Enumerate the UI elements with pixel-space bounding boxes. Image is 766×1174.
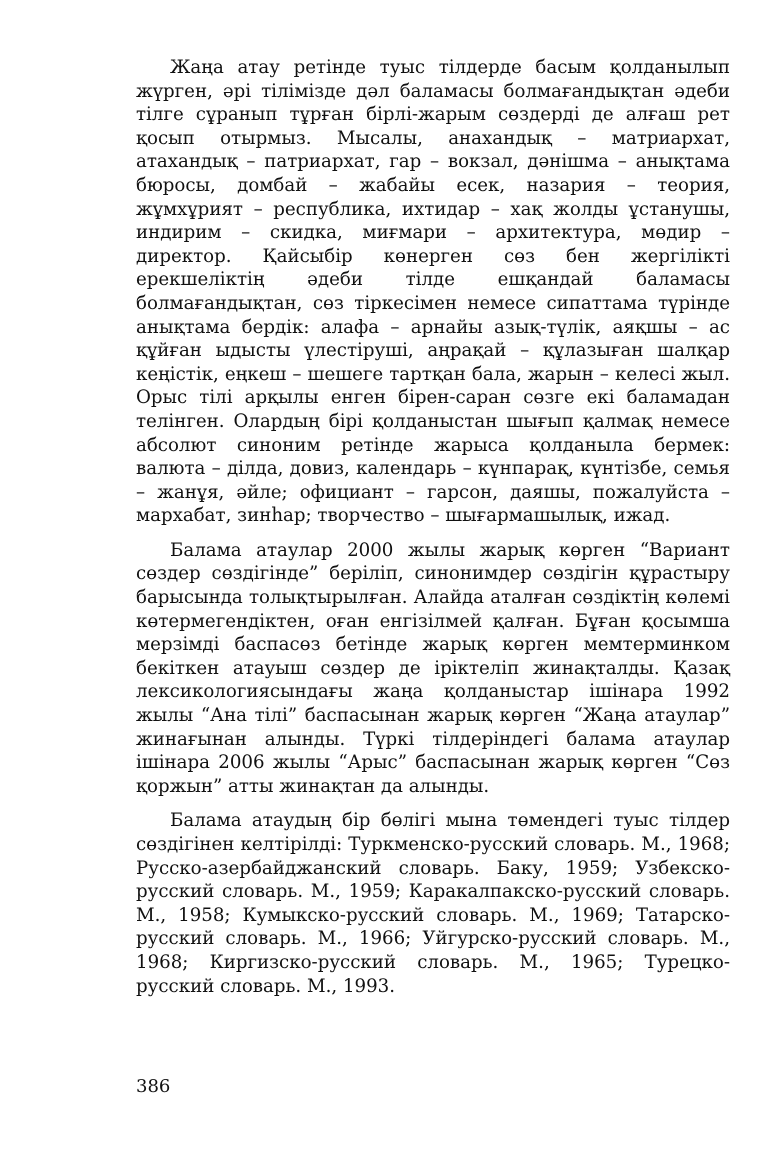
page-number: 386 [136,1076,171,1097]
body-text [136,56,730,998]
paragraph-1: Жаңа атау ретінде туыс тілдерде басым қолданылып жүрген, әрі тілімізде дәл баламасы болмағандықтан әдеби тілге сұранып тұрған бірлі-жарым сөздерді де алғаш рет қосып отырмыз. Мысалы, анахандық – матриархат, атахандық – патриархат, гар – вокзал, дәнішма – анықтама бюросы, домбай – жабайы есек, назария – теория, жұмхұрият – республика, ихтидар – хақ жолды ұстанушы, индирим – скидка, миғмари – архитектура, мөдир – директор. Қайсыбір көнерген сөз бен жергілікті ерекшеліктің әдеби тілде ешқандай баламасы болмағандықтан, сөз тіркесімен немесе сипаттама түрінде анықтама бердік: алафа – арнайы азық-түлік, аяқшы – ас құйған ыдысты үлестіруші, аңрақай – құлазыған шалқар кеңістік, еңкеш – шешеге тартқан бала, жарын – келесі жыл. Орыс тілі арқылы енген бірен-саран сөзге екі баламадан телінген. Олардың бірі қолданыстан шығып қалмақ немесе абсолют синоним ретінде жарыса қолданыла бермек: валюта – дiлда, довиз, календарь – күнпарақ, күнтізбе, семья – жанұя, әйле; официант – гарсон, даяшы, пожалуйста – мархабат, зинһар; творчество – шығармашылық, ижад. [136,57,730,527]
paragraph-3: Балама атаудың бір бөлігі мына төмендегі туыс тілдер сөздігінен келтірілді: Туркменско-русский словарь. М., 1968; Русско-азербайджанский словарь. Баку, 1959; Узбекско-русский словарь. М., 1959; Каракалпакско-русский словарь. М., 1958; Кумыкско-русский словарь. М., 1969; Татарско-русский словарь. М., 1966; Уйгурско-русский словарь. М., 1968; Киргизско-русский словарь. М., 1965; Турецко-русский словарь. М., 1993. [136,810,730,997]
paragraph-2: Балама атаулар 2000 жылы жарық көрген “Вариант сөздер сөздігінде” беріліп, синонимдер сөздігін құрастыру барысында толықтырылған. Алайда аталған сөздіктің көлемі көтермегендіктен, оған енгізілмей қалған. Бұған қосымша мерзімді баспасөз бетінде жарық көрген мемтерминком бекіткен атауыш сөздер де іріктеліп жинақталды. Қазақ лексикологиясындағы жаңа қолданыстар ішінара 1992 жылы “Ана тілі” баспасынан жарық көрген “Жаңа атаулар” жинағынан алынды. Түркі тілдеріндегі балама атаулар ішінара 2006 жылы “Арыс” баспасынан жарық көрген “Сөз қоржын” атты жинақтан да алынды. [136,539,730,797]
